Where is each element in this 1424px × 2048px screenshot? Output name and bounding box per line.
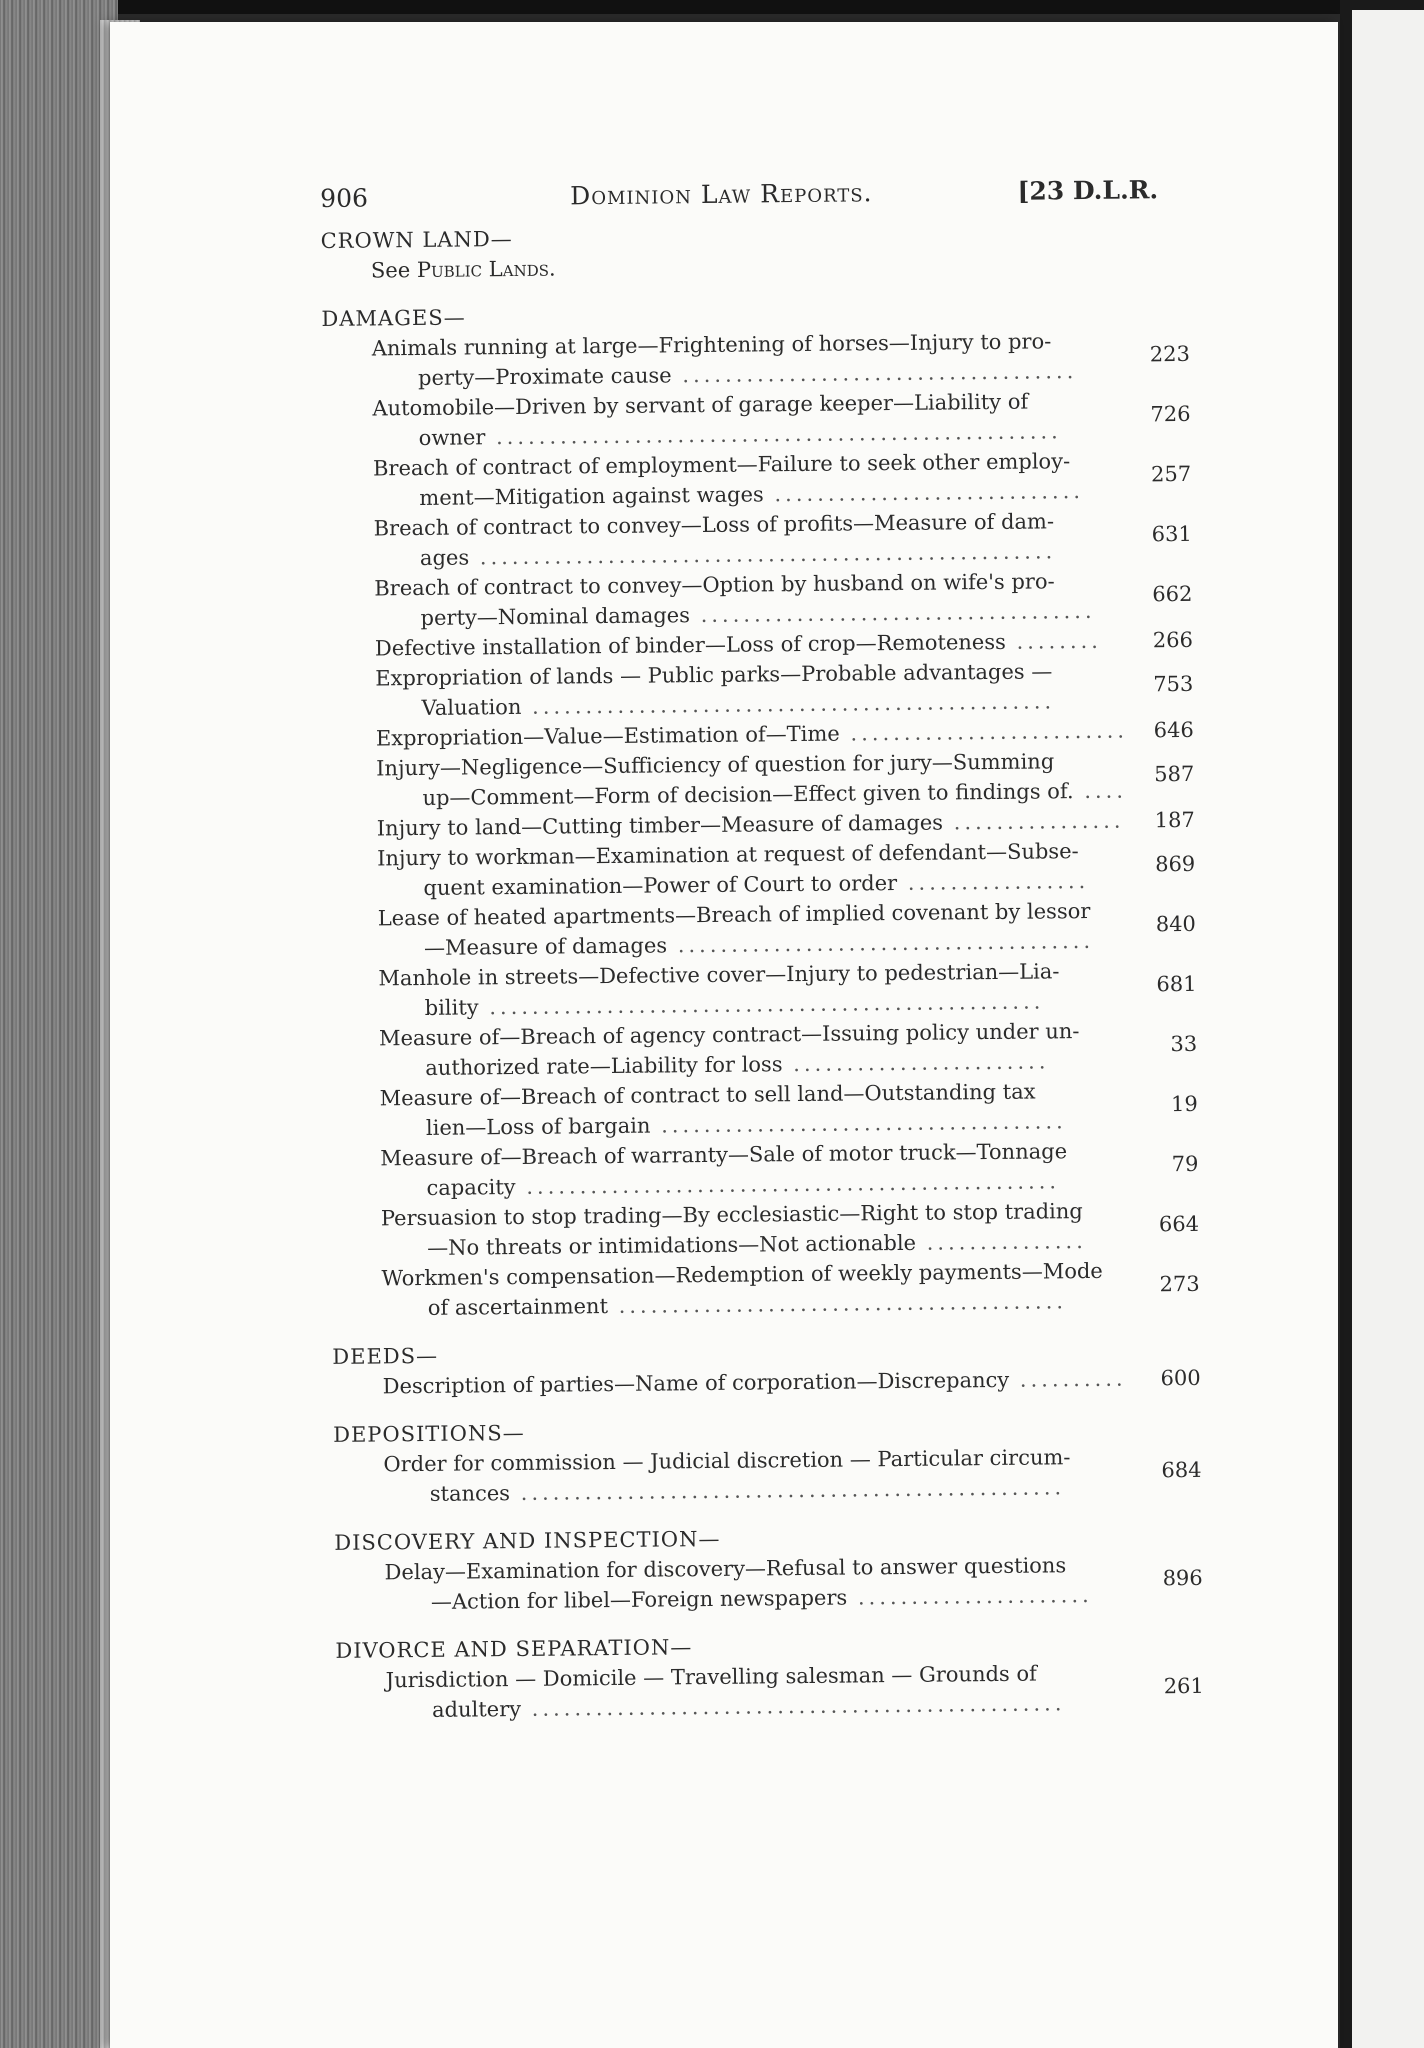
section-heading: DEPOSITIONS— [333,1420,525,1447]
entry-line-2: of ascertainment [427,1294,609,1320]
index-entry [326,745,1207,814]
dot-leader: ........................ [782,1049,1050,1077]
volume-label: [23 D.L.R. [1017,175,1159,206]
publication-title: Dominion Law Reports. [570,178,873,211]
entry-page-number: 223 [1149,341,1191,367]
entry-line-1: Lease of heated apartments—Breach of implied covenant by lessor [377,898,1091,931]
entry-line-2: —Action for libel—Foreign newspapers [430,1585,848,1614]
dot-leader: ................................................... [509,1475,1066,1506]
entry-line-2: owner [418,425,486,450]
entry-page-number: 646 [1153,717,1194,743]
entry-page-number: 266 [1152,627,1194,653]
index-section [332,1333,1213,1402]
entry-line-2: lien—Loss of bargain [425,1113,651,1140]
index-entry [322,385,1203,454]
see-prefix: See [370,258,411,283]
index-entry [336,1657,1217,1726]
section-heading: DEEDS— [332,1343,439,1369]
entry-line-2: —Measure of damages [423,933,668,960]
index-section [335,1627,1216,1726]
index-entry [324,565,1205,634]
index-entry [325,655,1206,724]
entry-page-number: 896 [1162,1565,1203,1591]
entry-line-2: perty—Proximate cause [417,363,672,390]
entry-page-number: 840 [1155,911,1196,937]
entry-page-number: 753 [1153,671,1194,697]
entry-line-2: —No threats or intimidations—Not actionable [427,1230,917,1260]
entry-line-1: Measure of—Breach of agency contract—Issuing policy under un- [378,1019,1080,1051]
running-head [320,169,1200,226]
dot-leader: ....................................... [666,928,1095,958]
entry-line-2: adultery [431,1696,522,1722]
entry-line-1: Injury to land—Cutting timber—Measure of damages [376,810,944,841]
dot-leader: ............... [915,1229,1087,1255]
entry-line-1: Expropriation—Value—Estimation of—Time [375,721,840,751]
entry-line-1: Manhole in streets—Defective cover—Injury to pedestrian—Lia- [378,959,1060,991]
entry-page-number: 33 [1170,1031,1198,1057]
entry-line-1: Measure of—Breach of warranty—Sale of motor truck—Tonnage [380,1139,1068,1171]
entry-line-1: Defective installation of binder—Loss of crop—Remoteness [374,629,1006,661]
entry-line-1: Workmen's compensation—Redemption of weekly payments—Mode [381,1258,1103,1291]
index-section [321,295,1212,1324]
index-entry [333,1441,1214,1510]
entry-line-2: perty—Nominal damages [420,603,691,630]
dot-leader: .......................................... [607,1289,1068,1319]
dot-leader: ...................... [847,1582,1093,1610]
index-entry [328,895,1209,964]
section-heading: DAMAGES— [321,305,466,331]
entry-page-number: 79 [1171,1151,1199,1177]
entry-line-1: Description of parties—Name of corporation—Discrepancy [382,1367,1010,1399]
entry-line-1: Breach of contract to convey—Loss of profits—Measure of dam- [373,509,1055,541]
entry-line-2: bility [424,995,479,1020]
entry-line-1: Jurisdiction — Domicile — Travelling salesman — Grounds of [385,1661,1037,1693]
page-number: 906 [320,183,369,213]
index-entry [322,325,1203,394]
index-entry [329,1015,1210,1084]
dot-leader: .................................................. [515,1169,1061,1200]
entry-line-1: Injury—Negligence—Sufficiency of question for jury—Summing [376,749,1055,781]
dot-leader: .................................................. [520,1691,1066,1721]
dot-leader: ...................................... [650,1109,1067,1138]
entry-page-number: 726 [1150,401,1191,427]
entry-line-1: Expropriation of lands — Public parks—Probable advantages — [375,659,1053,691]
entry-line-2: authorized rate—Liability for loss [425,1052,783,1080]
dot-leader: ..................................... [689,598,1096,628]
index-entry [324,505,1205,574]
section-heading: CROWN LAND— [320,226,513,253]
entry-page-number: 662 [1152,581,1193,607]
top-shadow-band [0,0,1424,14]
index-entry [331,1255,1212,1324]
index-section [321,217,1202,286]
entry-line-1: Measure of—Breach of contract to sell land—Outstanding tax [379,1079,1036,1111]
entry-line-2: capacity [426,1175,516,1200]
index-entry [334,1549,1215,1618]
entry-page-number: 681 [1156,971,1197,997]
entry-page-number: 631 [1151,521,1192,547]
dot-leader: ................. [896,868,1090,895]
entry-page-number: 257 [1150,461,1192,487]
entry-page-number: 684 [1161,1457,1202,1483]
entry-page-number: 600 [1160,1365,1201,1391]
dot-leader: .......... [1009,1366,1127,1392]
entry-line-1: Automobile—Driven by servant of garage keeper—Liability of [372,389,1029,421]
entry-line-2: stances [429,1481,511,1506]
index-section [333,1411,1214,1510]
entry-page-number: 261 [1163,1673,1204,1699]
entry-line-1: Animals running at large—Frightening of horses—Injury to pro- [371,329,1052,361]
index-entry [331,1195,1212,1264]
entry-line-1: Breach of contract to convey—Option by husband on wife's pro- [374,569,1055,601]
entry-line-2: ages [419,545,470,570]
entry-page-number: 587 [1154,761,1195,787]
dot-leader: .......................... [839,718,1129,746]
entry-line-2: ment—Mitigation against wages [419,482,764,510]
index-entry [328,955,1209,1024]
entry-line-2: Valuation [421,694,522,720]
dot-leader: ..................................... [671,359,1078,388]
entry-line-1: Persuasion to stop trading—By ecclesiastic—Right to stop trading [380,1199,1083,1231]
entry-line-2: up—Comment—Form of decision—Effect given to findings of. [422,779,1074,810]
dot-leader: ................................................. [521,689,1056,719]
index-entry [330,1135,1211,1204]
entry-line-1: Injury to workman—Examination at request of defendant—Subse- [377,839,1079,871]
entry-line-1: Breach of contract of employment—Failure to seek other employ- [372,449,1071,481]
dot-leader: ...................................................... [469,539,1057,570]
entry-page-number: 19 [1170,1091,1198,1117]
dot-leader: ........ [1005,628,1103,654]
entry-line-1: Delay—Examination for discovery—Refusal to answer questions [384,1553,1067,1585]
facing-page-edge [1352,10,1424,2048]
entry-line-2: quent examination—Power of Court to order [423,870,898,900]
see-target: Public Lands. [416,256,556,282]
entry-line-1: Order for commission — Judicial discretion — Particular circum- [383,1445,1071,1477]
dot-leader: .................................................... [478,989,1045,1020]
section-heading: DIVORCE AND SEPARATION— [335,1635,693,1663]
index-entry [327,835,1208,904]
entry-page-number: 187 [1154,807,1195,833]
index-section [334,1519,1215,1618]
entry-page-number: 273 [1159,1271,1200,1297]
page-content [320,169,1216,1726]
dot-leader: ..................................................... [485,419,1062,450]
index-entry [329,1075,1210,1144]
index-body [321,217,1217,1726]
dot-leader: ............................. [763,479,1085,507]
entry-page-number: 664 [1158,1211,1200,1237]
index-entry [323,445,1204,514]
section-heading: DISCOVERY AND INSPECTION— [334,1526,721,1555]
entry-page-number: 869 [1155,851,1196,877]
dot-leader: .... [1073,778,1128,804]
dot-leader: ................ [942,808,1125,835]
